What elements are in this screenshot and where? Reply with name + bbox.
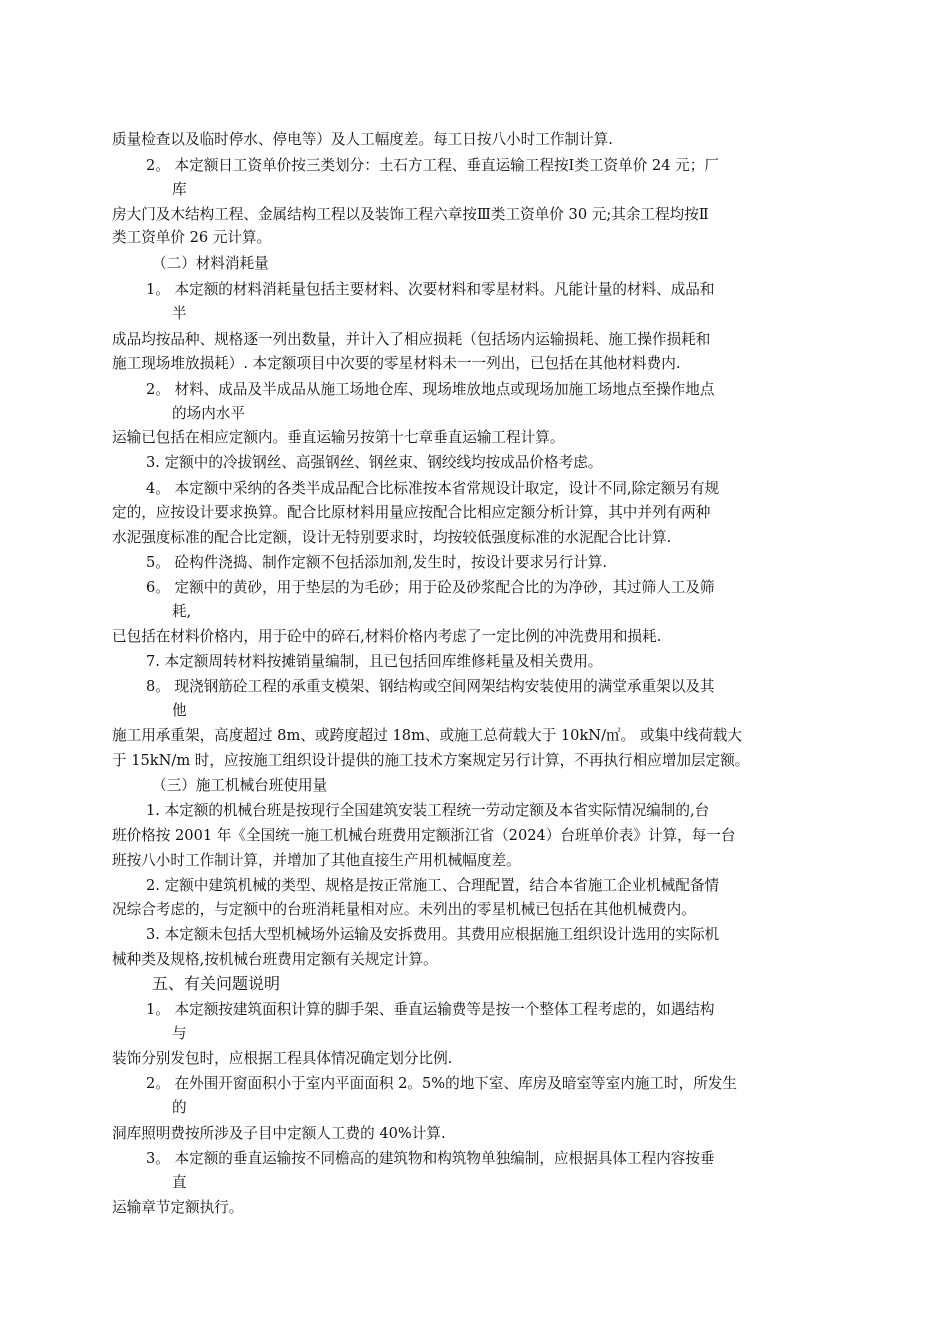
section-heading-machinery: （三）施工机械台班使用量 — [152, 777, 328, 794]
text-line: 洞库照明费按所涉及子目中定额人工费的 40%计算. — [112, 1125, 446, 1142]
text-line: 于 15kN/m 时，应按施工组织设计提供的施工技术方案规定另行计算，不再执行相应增加层定额。 — [112, 752, 750, 769]
list-item-2-line-1: 2。 本定额日工资单价按三类划分：土石方工程、垂直运输工程按Ⅰ类工资单价 24 元；厂 — [146, 157, 719, 174]
list-item-6-line-1: 6。 定额中的黄砂，用于垫层的为毛砂；用于砼及砂浆配合比的为净砂，其过筛人工及筛 — [146, 579, 715, 596]
text-line: 班价格按 2001 年《全国统一施工机械台班费用定额浙江省（2024）台班单价表》计算，每一台 — [112, 827, 736, 844]
list-item-4-line-1: 4。 本定额中采纳的各类半成品配合比标准按本省常规设计取定，设计不同,除定额另有规 — [146, 480, 720, 497]
list-item-3-line-1: 3. 本定额未包括大型机械场外运输及安拆费用。其费用应根据施工组织设计选用的实际机 — [146, 926, 720, 943]
text-line: 班按八小时工作制计算，并增加了其他直接生产用机械幅度差。 — [112, 852, 521, 869]
list-item-2-wrap: 的 — [172, 1099, 187, 1116]
text-line: 械种类及规格,按机械台班费用定额有关规定计算。 — [112, 951, 438, 968]
list-item-1-wrap: 与 — [172, 1025, 187, 1042]
text-line: 类工资单价 26 元计算。 — [112, 229, 272, 246]
list-item-2-line-1: 2。 在外围开窗面积小于室内平面面积 2。5%的地下室、库房及暗室等室内施工时，所发生 — [146, 1075, 737, 1092]
list-item-3-line-1: 3。 本定额的垂直运输按不同檐高的建筑物和构筑物单独编制，应根据具体工程内容按垂 — [146, 1150, 715, 1167]
list-item-2-line-1: 2。 材料、成品及半成品从施工场地仓库、现场堆放地点或现场加施工场地点至操作地点 — [146, 381, 715, 398]
list-item-1-line-1: 1。 本定额按建筑面积计算的脚手架、垂直运输费等是按一个整体工程考虑的，如遇结构 — [146, 1001, 715, 1018]
list-item-1-wrap: 半 — [172, 305, 187, 322]
section-heading-five: 五、有关问题说明 — [152, 974, 281, 993]
list-item-8-line-1: 8。 现浇钢筋砼工程的承重支模架、钢结构或空间网架结构安装使用的满堂承重架以及其 — [146, 678, 715, 695]
text-line: 房大门及木结构工程、金属结构工程以及装饰工程六章按Ⅲ类工资单价 30 元;其余工程均按Ⅱ — [112, 206, 709, 223]
list-item-3-wrap: 直 — [172, 1174, 187, 1191]
text-line: 运输章节定额执行。 — [112, 1199, 244, 1216]
text-line: 施工用承重架，高度超过 8m、或跨度超过 18m、或施工总荷载大于 10kN/㎡。 或集中线荷载大 — [112, 727, 742, 744]
text-line: 质量检查以及临时停水、停电等）及人工幅度差。每工日按八小时工作制计算. — [112, 131, 613, 148]
text-line: 运输已包括在相应定额内。垂直运输另按第十七章垂直运输工程计算。 — [112, 429, 565, 446]
list-item-6-wrap: 耗, — [172, 603, 192, 620]
list-item-1-line-1: 1。 本定额的材料消耗量包括主要材料、次要材料和零星材料。凡能计量的材料、成品和 — [146, 281, 715, 298]
text-line: 施工现场堆放损耗）. 本定额项目中次要的零星材料未一一列出，已包括在其他材料费内. — [112, 355, 681, 372]
text-line: 已包括在材料价格内，用于砼中的碎石,材料价格内考虑了一定比例的冲洗费用和损耗. — [112, 628, 662, 645]
text-line: 定的，应按设计要求换算。配合比原材料用量应按配合比相应定额分析计算，其中并列有两种 — [112, 504, 711, 521]
list-item-7: 7. 本定额周转材料按摊销量编制，且已包括回库维修耗量及相关费用。 — [146, 653, 603, 670]
list-item-8-wrap: 他 — [172, 702, 187, 719]
list-item-2-wrap: 库 — [172, 181, 187, 198]
list-item-2-line-1: 2. 定额中建筑机械的类型、规格是按正常施工、合理配置，结合本省施工企业机械配备情 — [146, 877, 720, 894]
list-item-3: 3. 定额中的冷拔钢丝、高强钢丝、钢丝束、钢绞线均按成品价格考虑。 — [146, 454, 603, 471]
text-line: 装饰分别发包时，应根据工程具体情况确定划分比例. — [112, 1050, 453, 1067]
list-item-5: 5。 砼构件浇捣、制作定额不包括添加剂,发生时，按设计要求另行计算. — [146, 554, 608, 571]
list-item-1-line-1: 1. 本定额的机械台班是按现行全国建筑安装工程统一劳动定额及本省实际情况编制的,台 — [146, 802, 710, 819]
list-item-2-wrap: 的场内水平 — [172, 405, 245, 422]
text-line: 水泥强度标准的配合比定额，设计无特别要求时，均按较低强度标准的水泥配合比计算. — [112, 529, 672, 546]
text-line: 况综合考虑的，与定额中的台班消耗量相对应。未列出的零星机械已包括在其他机械费内。 — [112, 901, 696, 918]
section-heading-materials: （二）材料消耗量 — [152, 255, 269, 272]
text-line: 成品均按品种、规格逐一列出数量，并计入了相应损耗（包括场内运输损耗、施工操作损耗和 — [112, 331, 711, 348]
